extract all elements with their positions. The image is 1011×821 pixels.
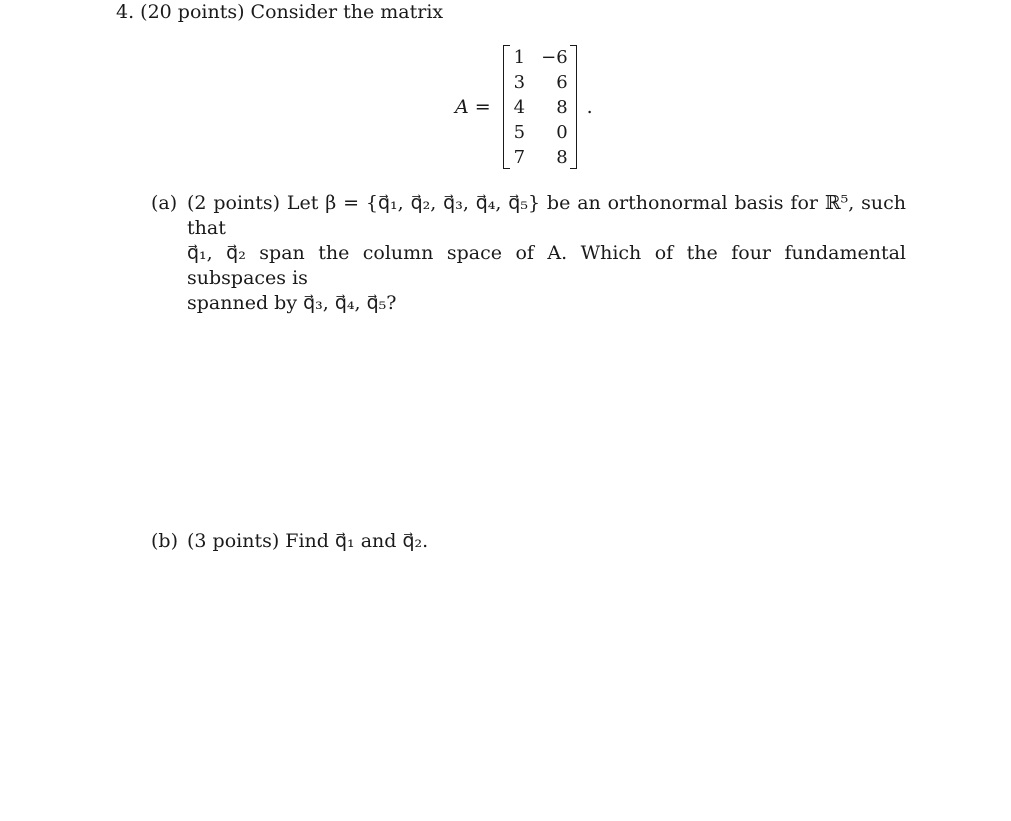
part-a-label: (a) <box>151 192 178 214</box>
matrix-entry: 5 <box>513 121 526 143</box>
matrix-entry: 6 <box>556 71 568 93</box>
part-b-text: (3 points) Find q⃗₁ and q⃗₂. <box>187 530 429 552</box>
part-a-line: (2 points) Let β = {q⃗₁, q⃗₂, q⃗₃, q⃗₄, q⃗₅} be an orthonormal basis for ℝ⁵, such that <box>187 192 906 239</box>
part-b <box>151 529 906 554</box>
part-b-label: (b) <box>151 530 178 552</box>
part-a-text <box>187 191 906 316</box>
matrix-entry: 4 <box>513 96 526 118</box>
matrix-entry: −6 <box>541 46 568 68</box>
matrix-right-bracket <box>570 45 577 169</box>
part-a <box>151 191 906 316</box>
matrix-left-bracket <box>503 45 510 169</box>
part-a-line: q⃗₁, q⃗₂ span the column space of A. Which of the four fundamental subspaces is <box>187 242 906 289</box>
matrix-label: A = <box>455 96 491 118</box>
matrix-entries <box>510 45 570 170</box>
matrix-entry: 3 <box>513 71 526 93</box>
matrix-equation <box>455 44 593 170</box>
matrix-entry: 1 <box>513 46 526 68</box>
matrix-entry: 8 <box>556 96 568 118</box>
matrix-entry: 0 <box>556 121 568 143</box>
matrix-period: . <box>586 96 593 118</box>
part-a-line: spanned by q⃗₃, q⃗₄, q⃗₅? <box>187 292 397 314</box>
matrix-entry: 7 <box>513 146 526 168</box>
problem-heading: 4. (20 points) Consider the matrix <box>116 1 444 23</box>
matrix-entry: 8 <box>556 146 568 168</box>
